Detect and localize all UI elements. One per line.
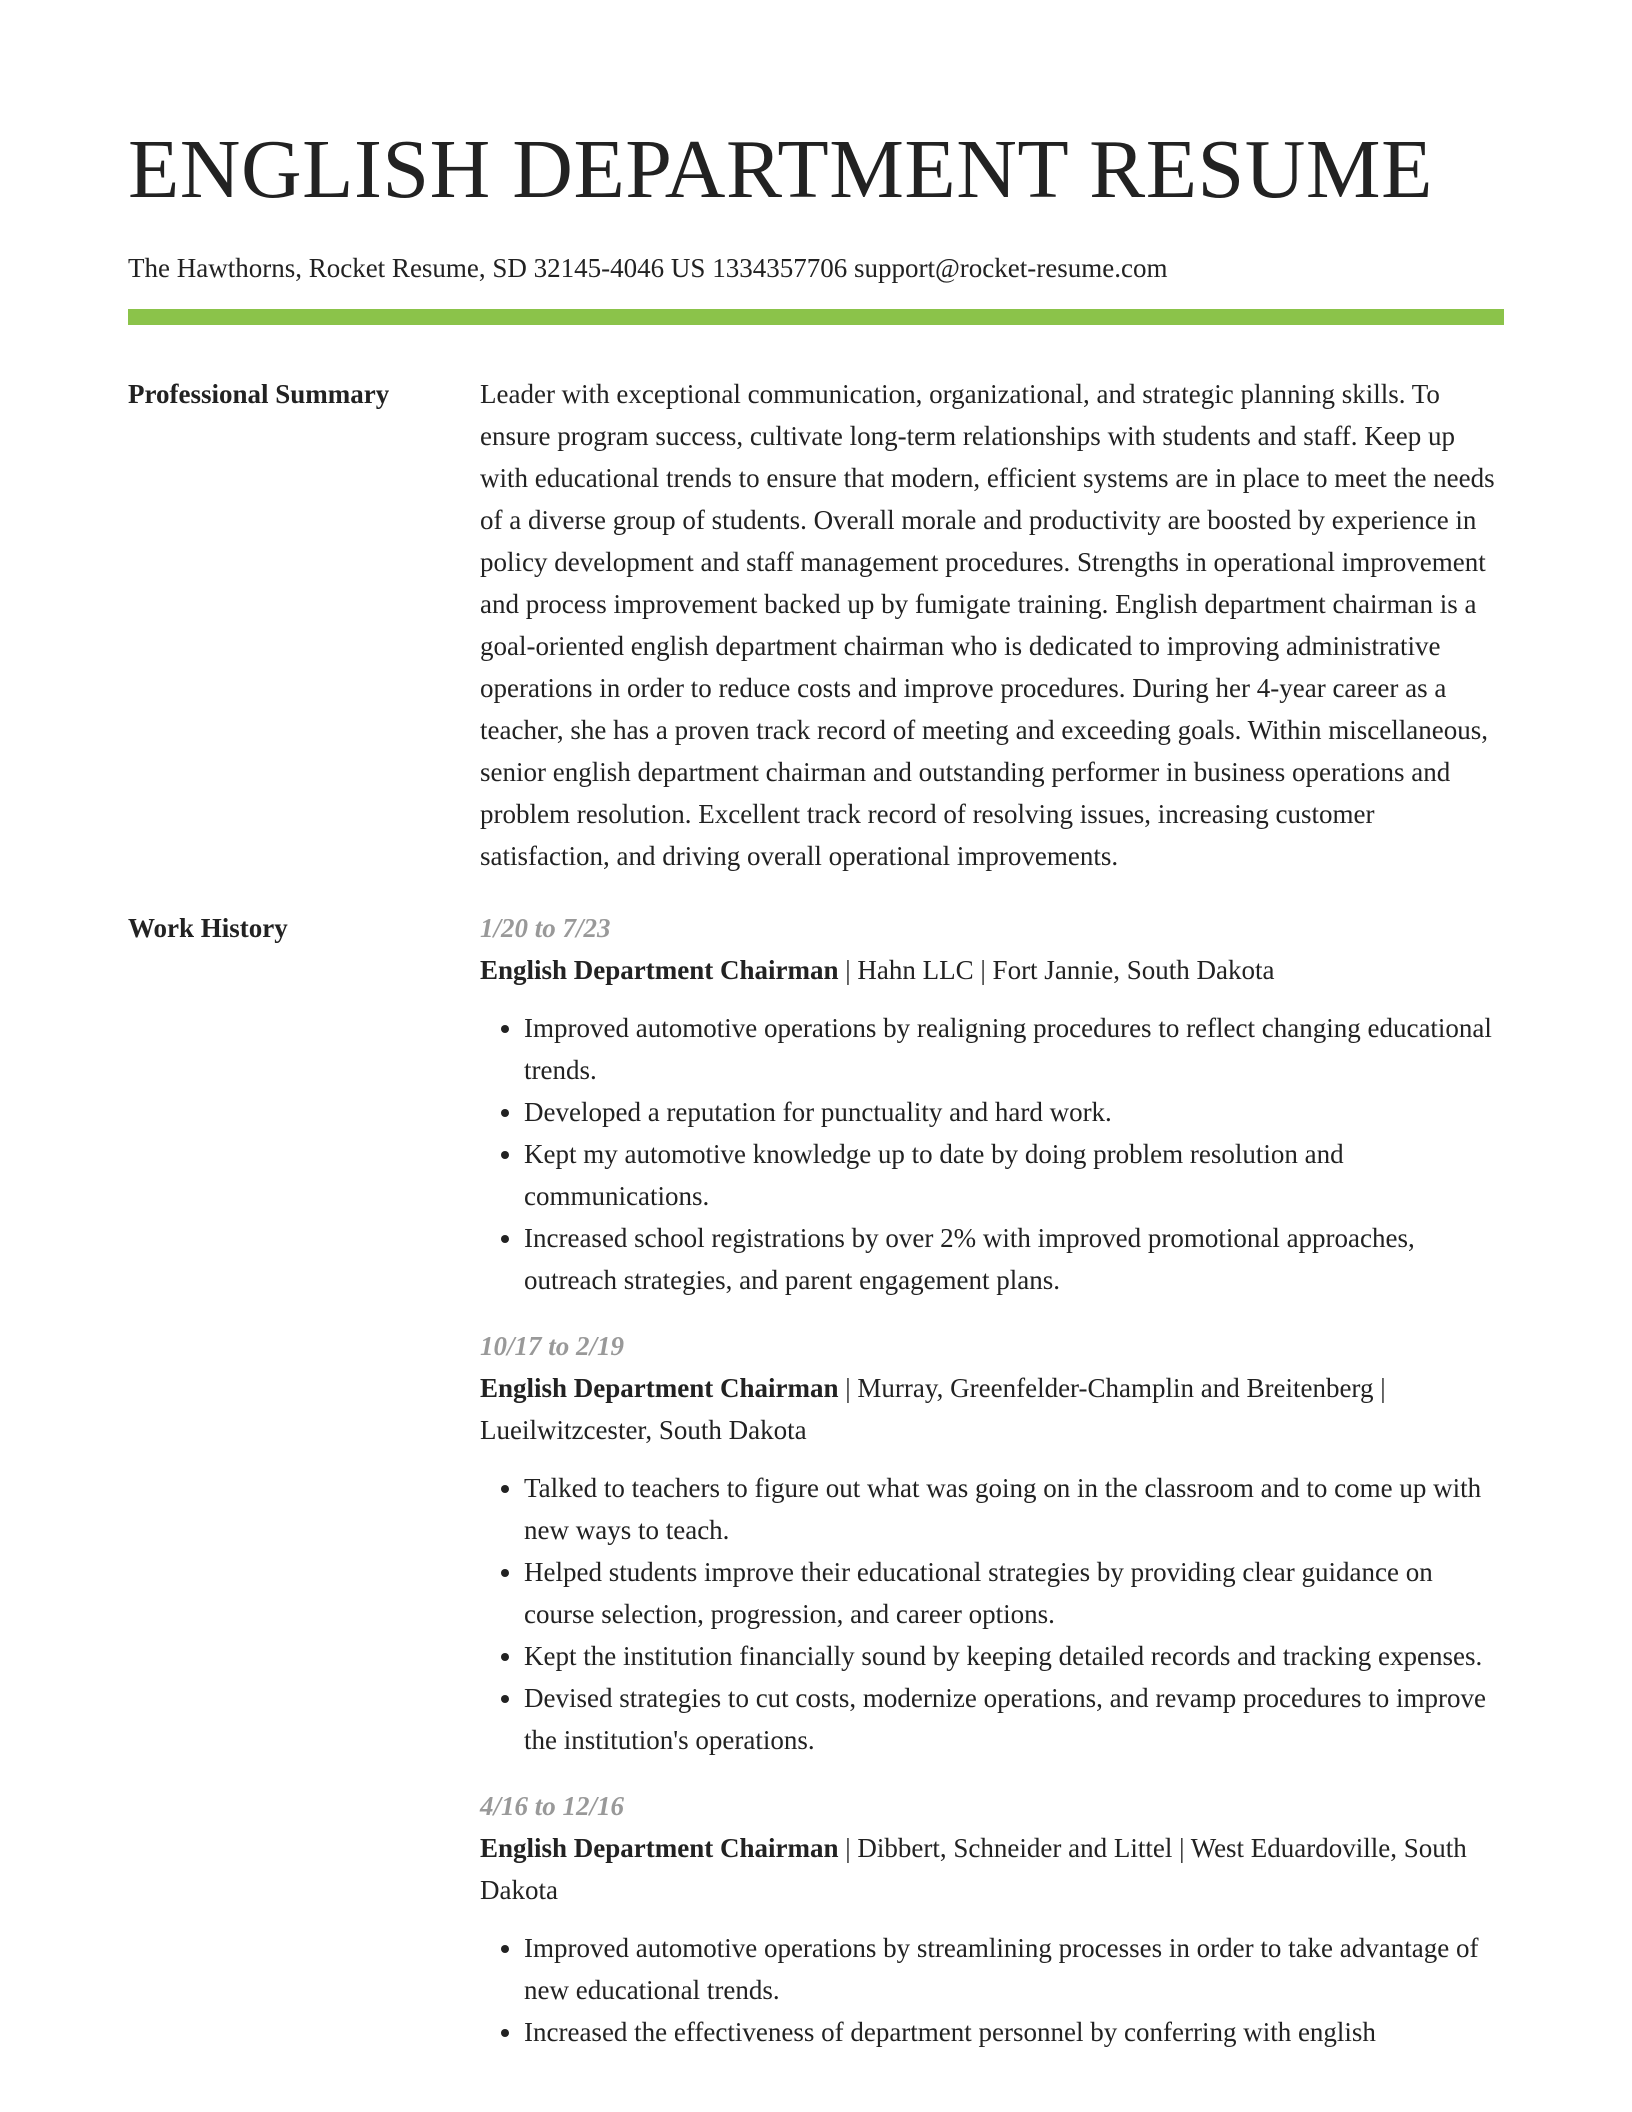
summary-text: Leader with exceptional communication, organizational, and strategic planning skills. To ensure program success, cultivate long-term relationships with students and staff. Keep up with educational trends to ensure that modern, efficient systems are in place to meet the needs of a diverse group of students. Overall morale and productivity are boosted by experience in policy development and staff management procedures. Strengths in operational improvement and process improvement backed up by fumigate training. English department chairman is a goal-oriented english department chairman who is dedicated to improving administrative operations in order to reduce costs and improve procedures. During her 4-year career as a teacher, she has a proven track record of meeting and exceeding goals. Within miscellaneous, senior english department chairman and outstanding performer in business operations and problem resolution. Excellent track record of resolving issues, increasing customer satisfaction, and driving overall operational improvements. xyxy=(480,379,1495,871)
work-history-section xyxy=(128,907,1504,2077)
job-details: | Dibbert, Schneider and Littel | West Eduardoville, South Dakota xyxy=(480,1833,1467,1905)
list-item: • Kept the institution financially sound by keeping detailed records and tracking expenses. xyxy=(524,1635,1504,1677)
section-heading: Work History xyxy=(128,913,288,943)
list-item: • Developed a reputation for punctuality and hard work. xyxy=(524,1091,1504,1133)
list-item: • Improved automotive operations by streamlining processes in order to take advantage of new educational trends. xyxy=(524,1927,1504,2011)
job-bullets xyxy=(480,1467,1504,1761)
list-item: • Improved automotive operations by realigning procedures to reflect changing educational trends. xyxy=(524,1007,1504,1091)
job-dates: 4/16 to 12/16 xyxy=(480,1791,625,1821)
job-heading xyxy=(480,1827,1504,1911)
list-item: • Kept my automotive knowledge up to date by doing problem resolution and communications. xyxy=(524,1133,1504,1217)
header-divider xyxy=(128,309,1504,325)
job-entry xyxy=(480,907,1504,1301)
list-item: • Increased the effectiveness of department personnel by conferring with english xyxy=(524,2011,1504,2053)
job-details: | Murray, Greenfelder-Champlin and Breitenberg | Lueilwitzcester, South Dakota xyxy=(480,1373,1386,1445)
list-item: • Increased school registrations by over 2% with improved promotional approaches, outreach strategies, and parent engagement plans. xyxy=(524,1217,1504,1301)
list-item: • Talked to teachers to figure out what was going on in the classroom and to come up with new ways to teach. xyxy=(524,1467,1504,1551)
job-list xyxy=(480,907,1504,2077)
job-title: English Department Chairman xyxy=(480,1833,839,1863)
professional-summary-section xyxy=(128,373,1504,877)
list-item: • Helped students improve their educational strategies by providing clear guidance on course selection, progression, and career options. xyxy=(524,1551,1504,1635)
job-entry xyxy=(480,1785,1504,2053)
job-title: English Department Chairman xyxy=(480,955,839,985)
resume-page xyxy=(128,0,1504,2077)
job-bullets xyxy=(480,1007,1504,1301)
job-bullets xyxy=(480,1927,1504,2053)
job-heading xyxy=(480,1367,1504,1451)
resume-title: ENGLISH DEPARTMENT RESUME xyxy=(128,123,1433,216)
job-heading xyxy=(480,949,1504,991)
contact-info: The Hawthorns, Rocket Resume, SD 32145-4046 US 1334357706 support@rocket-resume.com xyxy=(128,253,1168,283)
job-details: | Hahn LLC | Fort Jannie, South Dakota xyxy=(838,955,1275,985)
job-dates: 1/20 to 7/23 xyxy=(480,913,611,943)
job-dates: 10/17 to 2/19 xyxy=(480,1331,625,1361)
list-item: • Devised strategies to cut costs, modernize operations, and revamp procedures to improve the institution's operations. xyxy=(524,1677,1504,1761)
job-entry xyxy=(480,1325,1504,1761)
job-title: English Department Chairman xyxy=(480,1373,839,1403)
section-heading: Professional Summary xyxy=(128,379,390,409)
